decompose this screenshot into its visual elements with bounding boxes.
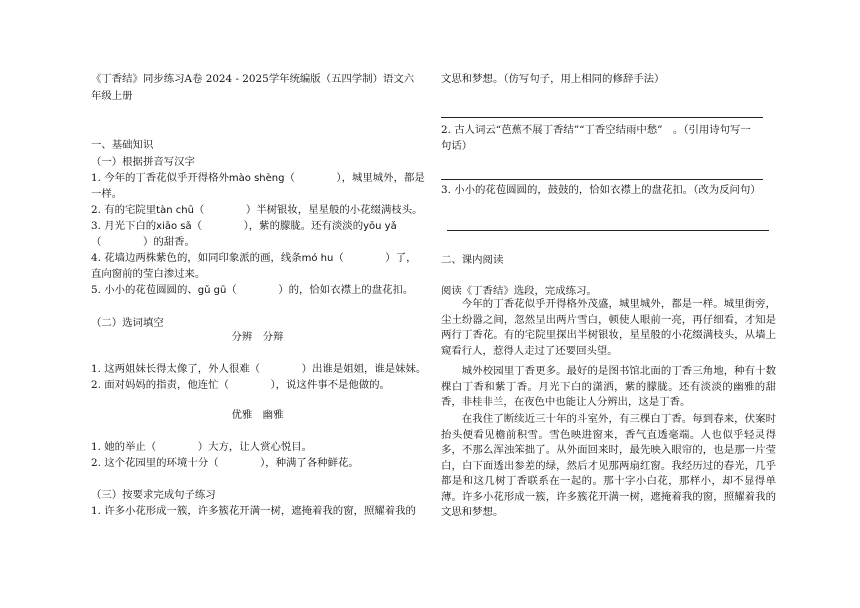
part3-q2: 2. 古人词云“芭蕉不展丁香结”“丁香空结雨中愁” 。（引用诗句写一 — [441, 124, 751, 136]
pinyin: mó hu — [301, 253, 334, 264]
answer-line-1 — [441, 117, 763, 118]
part2-q4: 2. 这个花园里的环境十分（ ），种满了各种鲜花。 — [91, 457, 359, 469]
part1-heading: （一）根据拼音写汉字 — [91, 156, 195, 168]
pinyin: gǔ gū — [197, 285, 227, 296]
pinyin: yōu yǎ — [363, 221, 397, 232]
word-pair-1: 分辨 分辩 — [231, 331, 284, 343]
part1-q1-cont: 一样。 — [91, 188, 123, 200]
pinyin: mào shèng — [228, 173, 285, 184]
word-pair-2: 优雅 幽雅 — [231, 409, 284, 421]
part1-q5: 5. 小小的花苞圆圆的、gǔ gū（ ）的，恰如衣襟上的盘花扣。 — [91, 284, 414, 296]
answer-line-3 — [447, 230, 769, 231]
pinyin: tàn chū — [156, 205, 194, 216]
part1-q4: 4. 花墙边两株紫色的，如同印象派的画，线条mó hu（ ）了， — [91, 252, 417, 264]
part2-q1: 1. 这两姐妹长得太像了，外人很难（ ）出谁是姐姐，谁是妹妹。 — [91, 363, 427, 375]
part1-q3-cont: （ ）的甜香。 — [91, 236, 195, 248]
part2-q3: 1. 她的举止（ ）大方，让人赏心悦目。 — [91, 441, 313, 453]
part1-q1: 1. 今年的丁香花似乎开得格外mào shèng（ ），城里城外，都是 — [91, 172, 425, 184]
reading-paragraph-1: 今年的丁香花似乎开得格外茂盛，城里城外，都是一样。城里街旁，尘土纷嚣之间，忽然呈出两片雪白，顿使人眼前一亮，再仔细看，才知是两行丁香花。有的宅院里探出半树银妆，星星般的小花缀满枝头，从墙上窥看行人，惹得人走过了还要回头望。 — [441, 298, 776, 357]
part1-q2: 2. 有的宅院里tàn chū（ ）半树银妆，星星般的小花缀满枝头。 — [91, 204, 423, 216]
part3-q2-cont: 句话） — [441, 140, 473, 152]
document-title-line1: 《丁香结》同步练习A卷 2024 - 2025学年统编版（五四学制）语文六 — [91, 73, 415, 85]
part1-q4-cont: 直向窗前的莹白渗过来。 — [91, 268, 206, 280]
part3-heading: （三）按要求完成句子练习 — [91, 489, 216, 501]
part3-q1: 1. 许多小花形成一簇，许多簇花开满一树，遮掩着我的窗，照耀着我的 — [91, 505, 416, 517]
part2-q2: 2. 面对妈妈的指责，他连忙（ ），说这件事不是他做的。 — [91, 379, 390, 391]
section2-heading: 二、课内阅读 — [441, 254, 504, 266]
part3-q3: 3. 小小的花苞圆圆的，鼓鼓的，恰如衣襟上的盘花扣。（改为反问句） — [441, 184, 761, 196]
reading-paragraph-2: 城外校园里丁香更多。最好的是图书馆北面的丁香三角地，种有十数棵白丁香和紫丁香。月光下白的潇洒，紫的朦胧。还有淡淡的幽雅的甜香，非桂非兰，在夜色中也能让人分辨出，这是丁香。 — [441, 365, 776, 408]
pinyin: xiāo sǎ — [156, 221, 192, 232]
section1-heading: 一、基础知识 — [91, 139, 154, 151]
part1-q3: 3. 月光下白的xiāo sǎ（ ），紫的朦胧。还有淡淡的yōu yǎ — [91, 220, 397, 232]
reading-paragraph-3: 在我住了断续近三十年的斗室外，有三棵白丁香。每到春来，伏案时抬头便看见檐前积雪。雪色映进窗来，香气直透毫端。人也似乎轻灵得多，不那么浑浊笨拙了。从外面回来时，最先映入眼帘的，也是那一片莹白，白下面透出参差的绿，然后才见那两扇红窗。我经历过的春光，几乎都是和这几树丁香联系在一起的。那十字小白花，那样小，却不显得单薄。许多小花形成一簇，许多簇花开满一树，遮掩着我的窗，照耀着我的文思和梦想。 — [441, 413, 776, 518]
reading-intro: 阅读《丁香结》选段，完成练习。 — [441, 285, 597, 297]
answer-line-2 — [441, 179, 763, 180]
part3-q1-cont: 文思和梦想。（仿写句子，用上相同的修辞手法） — [441, 73, 665, 85]
part2-heading: （二）选词填空 — [91, 317, 164, 329]
document-title-line2: 年级上册 — [91, 90, 133, 102]
